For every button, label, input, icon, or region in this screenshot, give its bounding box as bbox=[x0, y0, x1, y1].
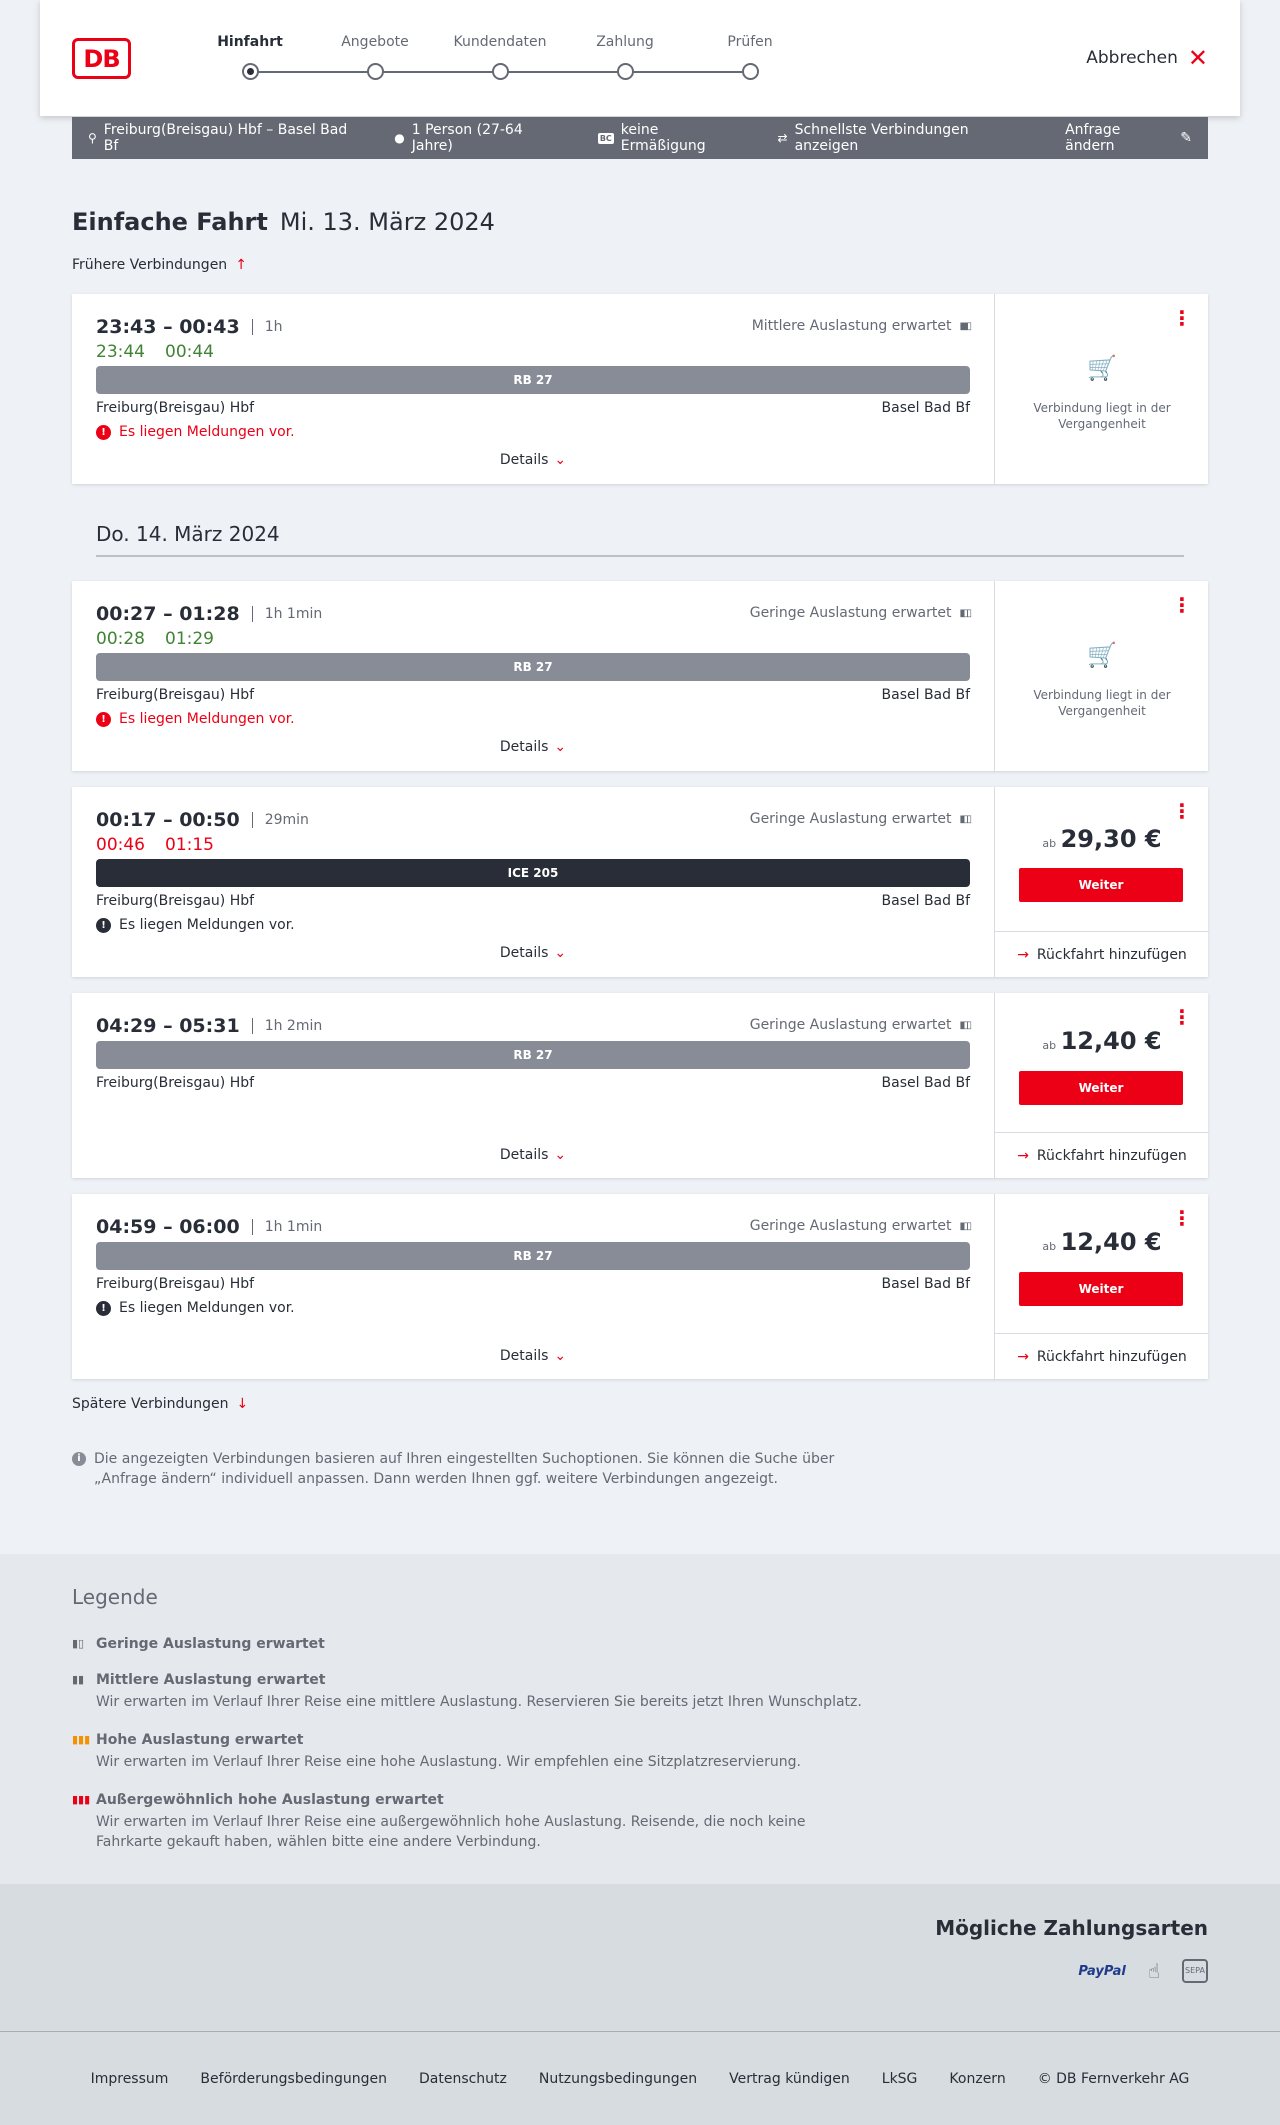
more-options-icon[interactable]: ⋮ bbox=[1172, 799, 1192, 823]
occupancy-medium-icon: ▮▮ bbox=[72, 1673, 85, 1686]
connection-times: 00:17 – 00:50 bbox=[96, 809, 240, 831]
train-bar[interactable]: RB 27 bbox=[96, 653, 970, 681]
connection-duration: 1h 1min bbox=[264, 1219, 323, 1235]
connection-duration: 1h 2min bbox=[264, 1018, 323, 1034]
occupancy-text: Geringe Auslastung erwartet bbox=[749, 1017, 952, 1033]
occupancy-low-icon: ▮▯▯ bbox=[959, 607, 970, 619]
later-connections-link[interactable]: Spätere Verbindungen ↓ bbox=[72, 1396, 249, 1412]
db-logo[interactable]: DB bbox=[72, 38, 131, 79]
occupancy-text: Geringe Auslastung erwartet bbox=[749, 1218, 952, 1234]
past-connection-text: Verbindung liegt in der Vergangenheit bbox=[1033, 401, 1171, 431]
chevron-down-icon: ⌄ bbox=[554, 945, 567, 961]
connection-times: 04:59 – 06:00 bbox=[96, 1216, 240, 1238]
step-zahlung: Zahlung bbox=[596, 34, 654, 50]
info-icon: i bbox=[72, 1452, 86, 1466]
legend-item: ▮▯ Geringe Auslastung erwartet bbox=[72, 1636, 325, 1652]
step-dot-zahlung bbox=[617, 63, 634, 80]
route-text: Freiburg(Breisgau) Hbf – Basel Bad Bf bbox=[103, 122, 348, 154]
occupancy-low-icon: ▮▯▯ bbox=[959, 813, 970, 825]
arrival-station: Basel Bad Bf bbox=[881, 1276, 970, 1292]
footer-link-vertrag-kuendigen[interactable]: Vertrag kündigen bbox=[729, 2070, 850, 2087]
occupancy-low-icon: ▮▯▯ bbox=[959, 1019, 970, 1031]
connection-card[interactable] bbox=[72, 1194, 1208, 1379]
legend-item: ▮▮▮ Außergewöhnlich hohe Auslastung erwartet Wir erwarten im Verlauf Ihrer Reise eine außergewöhnlich hohe Auslastung. Reisende, die noch keine Fahrkarte gekauft haben, wählen bitte eine andere Verbindung. bbox=[72, 1792, 806, 1850]
cart-unavailable-icon: 🛒 bbox=[1087, 641, 1117, 669]
footer-link-befoerderungsbedingungen[interactable]: Beförderungsbedingungen bbox=[200, 2070, 387, 2087]
bahncard-icon: BC bbox=[599, 133, 612, 143]
occupancy-extreme-icon: ▮▮▮ bbox=[72, 1793, 91, 1806]
price: ab 29,30 € bbox=[1042, 825, 1162, 853]
arrival-station: Basel Bad Bf bbox=[881, 1075, 970, 1091]
details-toggle[interactable]: Details ⌄ bbox=[499, 1147, 567, 1163]
footer-link-datenschutz[interactable]: Datenschutz bbox=[418, 2070, 507, 2087]
train-bar[interactable]: RB 27 bbox=[96, 1041, 970, 1069]
price-amount: 12,40 € bbox=[1060, 1027, 1162, 1055]
date-separator: Do. 14. März 2024 bbox=[96, 522, 1184, 557]
more-options-icon[interactable]: ⋮ bbox=[1172, 306, 1192, 330]
arrival-station: Basel Bad Bf bbox=[881, 400, 970, 416]
occupancy-low-icon: ▮▯▯ bbox=[959, 1220, 970, 1232]
price: ab 12,40 € bbox=[1042, 1027, 1162, 1055]
info-alert-icon: ! bbox=[96, 1301, 111, 1316]
occupancy-high-icon: ▮▮▮ bbox=[72, 1733, 91, 1746]
legend-section bbox=[0, 1554, 1280, 1884]
arrow-right-icon: → bbox=[1017, 1147, 1029, 1164]
discount-text: keine Ermäßigung bbox=[620, 122, 706, 154]
train-bar[interactable]: RB 27 bbox=[96, 1242, 970, 1270]
connection-card[interactable] bbox=[72, 294, 1208, 484]
progress-steps bbox=[210, 0, 790, 116]
details-toggle[interactable]: Details ⌄ bbox=[499, 1348, 567, 1364]
departure-station: Freiburg(Breisgau) Hbf bbox=[96, 1075, 255, 1091]
footer-link-konzern[interactable]: Konzern bbox=[949, 2070, 1006, 2087]
search-mode-text: Schnellste Verbindungen anzeigen bbox=[794, 122, 969, 154]
notice: ! Es liegen Meldungen vor. bbox=[96, 1300, 295, 1316]
passengers-text: 1 Person (27-64 Jahre) bbox=[411, 122, 523, 154]
disruption-notice: ! Es liegen Meldungen vor. bbox=[96, 711, 295, 727]
disruption-notice: ! Es liegen Meldungen vor. bbox=[96, 424, 295, 440]
connection-card[interactable] bbox=[72, 581, 1208, 771]
connection-duration: 1h 1min bbox=[264, 606, 323, 622]
connection-times: 23:43 – 00:43 bbox=[96, 316, 240, 338]
details-toggle[interactable]: Details ⌄ bbox=[499, 452, 567, 468]
swap-arrows-icon: ⇄ bbox=[777, 131, 788, 145]
connection-duration: 29min bbox=[264, 812, 309, 828]
location-pin-icon: ⚲ bbox=[88, 131, 97, 145]
search-info-note: i Die angezeigten Verbindungen basieren auf Ihren eingestellten Suchoptionen. Sie können die Suche über „Anfrage ändern“ individuell anpassen. Dann werden Ihnen ggf. weitere Verbindungen angezeigt. bbox=[72, 1449, 842, 1489]
earlier-connections-link[interactable]: Frühere Verbindungen ↑ bbox=[72, 257, 247, 273]
alert-icon: ! bbox=[96, 712, 111, 727]
step-angebote: Angebote bbox=[341, 34, 409, 50]
more-options-icon[interactable]: ⋮ bbox=[1172, 1005, 1192, 1029]
card-payment-icon: ☝ bbox=[1147, 1959, 1160, 1983]
details-toggle[interactable]: Details ⌄ bbox=[499, 739, 567, 755]
arrival-station: Basel Bad Bf bbox=[881, 893, 970, 909]
realtime-times: 00:46 01:15 bbox=[96, 835, 214, 855]
top-header bbox=[40, 0, 1240, 116]
step-dot-kundendaten bbox=[492, 63, 509, 80]
info-alert-icon: ! bbox=[96, 918, 111, 933]
chevron-down-icon: ⌄ bbox=[554, 739, 567, 755]
paypal-icon: PayPal bbox=[1078, 1963, 1126, 1979]
arrow-right-icon: → bbox=[1017, 1348, 1029, 1365]
alert-icon: ! bbox=[96, 425, 111, 440]
price: ab 12,40 € bbox=[1042, 1228, 1162, 1256]
continue-button[interactable]: Weiter bbox=[1019, 868, 1183, 902]
footer-copyright: © DB Fernverkehr AG bbox=[1037, 2070, 1190, 2087]
price-amount: 12,40 € bbox=[1060, 1228, 1162, 1256]
past-connection-text: Verbindung liegt in der Vergangenheit bbox=[1033, 688, 1171, 718]
realtime-times: 00:28 01:29 bbox=[96, 629, 214, 649]
chevron-down-icon: ⌄ bbox=[554, 1348, 567, 1364]
chevron-down-icon: ⌄ bbox=[554, 1147, 567, 1163]
cart-unavailable-icon: 🛒 bbox=[1087, 354, 1117, 382]
footer-link-impressum[interactable]: Impressum bbox=[90, 2070, 169, 2087]
chevron-down-icon: ⌄ bbox=[554, 452, 567, 468]
legend-title: Legende bbox=[72, 1585, 158, 1609]
price-amount: 29,30 € bbox=[1060, 825, 1162, 853]
step-dot-hinfahrt bbox=[242, 63, 259, 80]
step-dot-angebote bbox=[367, 63, 384, 80]
add-return-button[interactable]: → Rückfahrt hinzufügen bbox=[995, 931, 1209, 977]
arrival-station: Basel Bad Bf bbox=[881, 687, 970, 703]
occupancy-text: Mittlere Auslastung erwartet bbox=[751, 318, 952, 334]
legend-item: ▮▮▮ Hohe Auslastung erwartet Wir erwarten im Verlauf Ihrer Reise eine hohe Auslastung. Wir empfehlen eine Sitzplatzreservierung. bbox=[72, 1732, 801, 1770]
cancel-button[interactable]: Abbrechen ✕ bbox=[1086, 44, 1208, 72]
step-hinfahrt: Hinfahrt bbox=[217, 34, 283, 50]
train-bar[interactable]: RB 27 bbox=[96, 366, 970, 394]
more-options-icon[interactable]: ⋮ bbox=[1172, 1206, 1192, 1230]
connection-card[interactable] bbox=[72, 993, 1208, 1178]
connection-times: 04:29 – 05:31 bbox=[96, 1015, 240, 1037]
connection-times: 00:27 – 01:28 bbox=[96, 603, 240, 625]
occupancy-text: Geringe Auslastung erwartet bbox=[749, 605, 952, 621]
arrow-right-icon: → bbox=[1017, 946, 1029, 963]
more-options-icon[interactable]: ⋮ bbox=[1172, 593, 1192, 617]
pencil-icon: ✎ bbox=[1180, 130, 1192, 146]
add-return-button[interactable]: → Rückfahrt hinzufügen bbox=[995, 1333, 1209, 1379]
occupancy-medium-icon: ▮▮▯ bbox=[959, 320, 970, 332]
footer-link-nutzungsbedingungen[interactable]: Nutzungsbedingungen bbox=[538, 2070, 698, 2087]
arrow-up-icon: ↑ bbox=[235, 257, 247, 273]
close-icon: ✕ bbox=[1187, 44, 1208, 72]
occupancy-low-icon: ▮▯ bbox=[72, 1637, 85, 1650]
connection-card[interactable] bbox=[72, 787, 1208, 977]
change-request-button[interactable]: Anfrage ändern ✎ bbox=[1065, 122, 1192, 154]
trip-type: Einfache Fahrt bbox=[72, 208, 268, 236]
sepa-icon: SEPA bbox=[1182, 1959, 1208, 1983]
arrow-down-icon: ↓ bbox=[236, 1396, 249, 1412]
footer-link-lksg[interactable]: LkSG bbox=[881, 2070, 918, 2087]
footer bbox=[0, 2031, 1280, 2125]
continue-button[interactable]: Weiter bbox=[1019, 1071, 1183, 1105]
trip-date: Mi. 13. März 2024 bbox=[279, 208, 495, 236]
step-kundendaten: Kundendaten bbox=[453, 34, 547, 50]
realtime-times: 23:44 00:44 bbox=[96, 342, 214, 362]
continue-button[interactable]: Weiter bbox=[1019, 1272, 1183, 1306]
legend-item: ▮▮ Mittlere Auslastung erwartet Wir erwarten im Verlauf Ihrer Reise eine mittlere Auslastung. Reservieren Sie bereits jetzt Ihren Wunschplatz. bbox=[72, 1672, 862, 1710]
departure-station: Freiburg(Breisgau) Hbf bbox=[96, 400, 255, 416]
notice: ! Es liegen Meldungen vor. bbox=[96, 917, 295, 933]
connection-duration: 1h bbox=[264, 319, 283, 335]
occupancy-text: Geringe Auslastung erwartet bbox=[749, 811, 952, 827]
page-title bbox=[72, 208, 495, 236]
departure-station: Freiburg(Breisgau) Hbf bbox=[96, 1276, 255, 1292]
add-return-button[interactable]: → Rückfahrt hinzufügen bbox=[995, 1132, 1209, 1178]
train-bar[interactable]: ICE 205 bbox=[96, 859, 970, 887]
departure-station: Freiburg(Breisgau) Hbf bbox=[96, 687, 255, 703]
search-summary-bar bbox=[72, 117, 1208, 159]
step-pruefen: Prüfen bbox=[727, 34, 773, 50]
payment-section bbox=[0, 1884, 1280, 2031]
details-toggle[interactable]: Details ⌄ bbox=[499, 945, 567, 961]
departure-station: Freiburg(Breisgau) Hbf bbox=[96, 893, 255, 909]
payment-title: Mögliche Zahlungsarten bbox=[935, 1916, 1208, 1940]
step-dot-pruefen bbox=[742, 63, 759, 80]
person-icon: ● bbox=[394, 131, 405, 145]
